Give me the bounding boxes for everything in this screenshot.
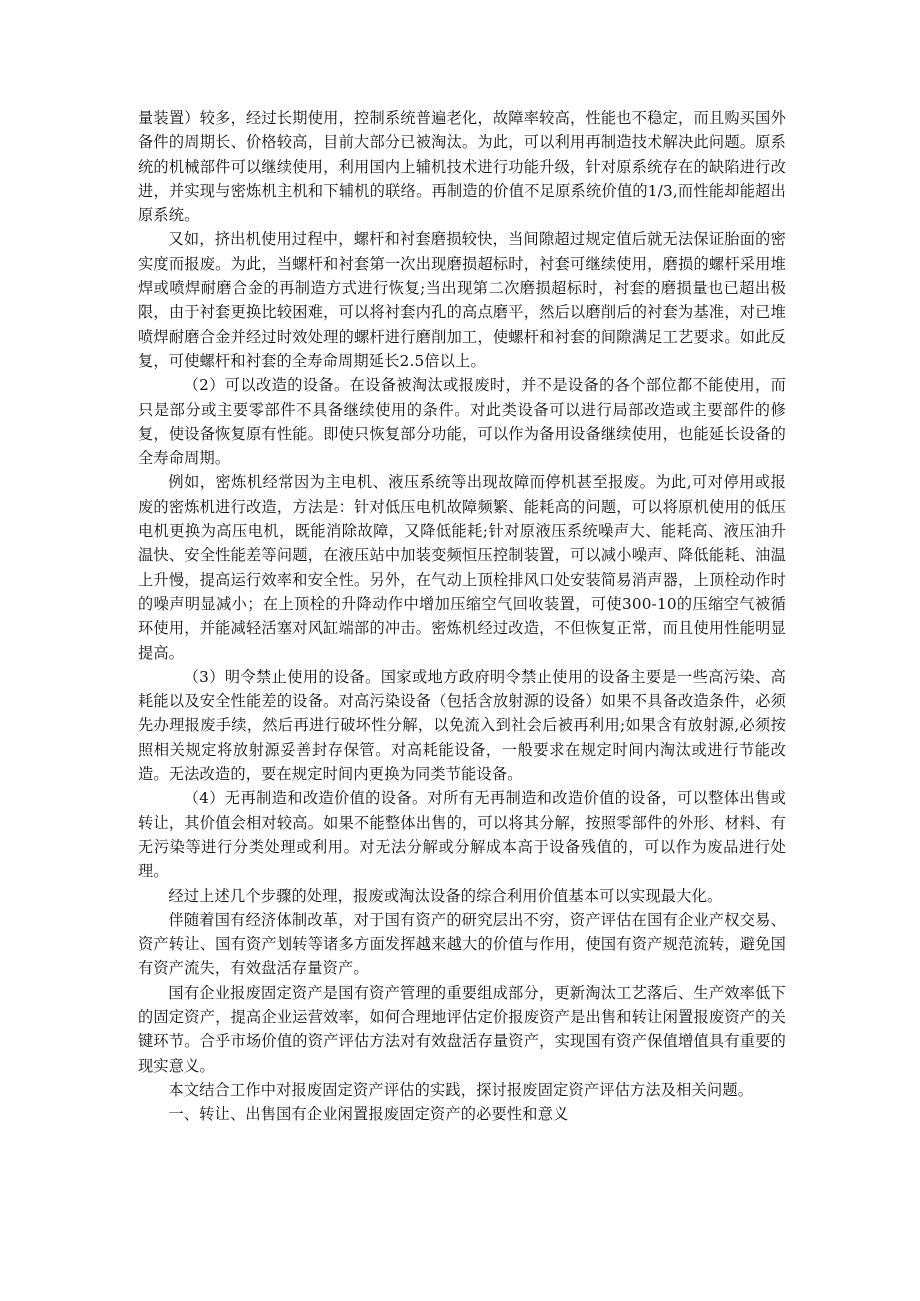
- paragraph-item-2: （2）可以改造的设备。在设备被淘汰或报废时，并不是设备的各个部位都不能使用，而只是部分或主要零部件不具备继续使用的条件。对此类设备可以进行局部改造或主要部件的修复，使设备恢复原有性能。即使只恢复部分功能，可以作为备用设备继续使用，也能延长设备的全寿命周期。: [138, 376, 786, 468]
- paragraph-scrap-assets: 国有企业报废固定资产是国有资产管理的重要组成部分，更新淘汰工艺落后、生产效率低下的固定资产，提高企业运营效率，如何合理地评估定价报废资产是出售和转让闲置报废资产的关键环节。合乎市场价值的资产评估方法对有效盘活存量资产，实现国有资产保值增值具有重要的现实意义。: [138, 983, 786, 1075]
- paragraph-purpose: 本文结合工作中对报废固定资产评估的实践，探讨报废固定资产评估方法及相关问题。: [168, 1080, 754, 1099]
- paragraph-mixer-example: 例如，密炼机经常因为主电机、液压系统等出现故障而停机甚至报废。为此,可对停用或报废的密炼机进行改造，方法是：针对低压电机故障频繁、能耗高的问题，可以将原机使用的低压电机更换为高压电机，既能消除故障，又降低能耗;针对原液压系统噪声大、能耗高、液压油升温快、安全性能差等问题，在液压站中加装变频恒压控制装置，可以减小噪声、降低能耗、油温上升慢，提高运行效率和安全性。另外，在气动上顶栓排风口处安装简易消声器，上顶栓动作时的噪声明显减小；在上顶栓的升降动作中增加压缩空气回收装置，可使300-10的压缩空气被循环使用，并能减轻活塞对风缸端部的冲击。密炼机经过改造，不但恢复正常，而且使用性能明显提高。: [138, 473, 786, 662]
- paragraph-summary: 经过上述几个步骤的处理，报废或淘汰设备的综合利用价值基本可以实现最大化。: [168, 886, 723, 905]
- paragraph-continuation: 量装置）较多，经过长期使用，控制系统普遍老化，故障率较高，性能也不稳定，而且购买国外备件的周期长、价格较高，目前大部分已被淘汰。为此，可以利用再制造技术解决此问题。原系统的机械部件可以继续使用，利用国内上辅机技术进行功能升级，针对原系统存在的缺陷进行改进，并实现与密炼机主机和下辅机的联络。再制造的价值不足原系统价值的1/3,而性能却能超出原系统。: [138, 109, 786, 225]
- document-body: [138, 106, 786, 1126]
- paragraph-item-4: （4）无再制造和改造价值的设备。对所有无再制造和改造价值的设备，可以整体出售或转让，其价值会相对较高。如果不能整体出售的，可以将其分解，按照零部件的外形、材料、有无污染等进行分类处理或利用。对无法分解或分解成本高于设备残值的，可以作为废品进行处理。: [138, 789, 786, 881]
- paragraph-item-3: （3）明令禁止使用的设备。国家或地方政府明令禁止使用的设备主要是一些高污染、高耗能以及安全性能差的设备。对高污染设备（包括含放射源的设备）如果不具备改造条件，必须先办理报废手续，然后再进行破坏性分解，以免流入到社会后被再利用;如果含有放射源,必须按照相关规定将放射源妥善封存保管。对高耗能设备，一般要求在规定时间内淘汰或进行节能改造。无法改造的，要在规定时间内更换为同类节能设备。: [138, 667, 786, 784]
- section-heading: 一、转让、出售国有企业闲置报废固定资产的必要性和意义: [168, 1105, 569, 1124]
- paragraph-reform: 伴随着国有经济体制改革，对于国有资产的研究层出不穷，资产评估在国有企业产权交易、资产转让、国有资产划转等诸多方面发挥越来越大的价值与作用，使国有资产规范流转，避免国有资产流失，有效盘活存量资产。: [138, 910, 786, 978]
- paragraph-extruder-example: 又如，挤出机使用过程中，螺杆和衬套磨损较快，当间隙超过规定值后就无法保证胎面的密实度而报废。为此，当螺杆和衬套第一次出现磨损超标时，衬套可继续使用，磨损的螺杆采用堆焊或喷焊耐磨合金的再制造方式进行恢复;当出现第二次磨损超标时，衬套的磨损量也已超出极限，由于衬套更换比较困难，可以将衬套内孔的高点磨平，然后以磨削后的衬套为基准，对已堆喷焊耐磨合金并经过时效处理的螺杆进行磨削加工，使螺杆和衬套的间隙满足工艺要求。如此反复，可使螺杆和衬套的全寿命周期延长2.5倍以上。: [138, 230, 786, 370]
